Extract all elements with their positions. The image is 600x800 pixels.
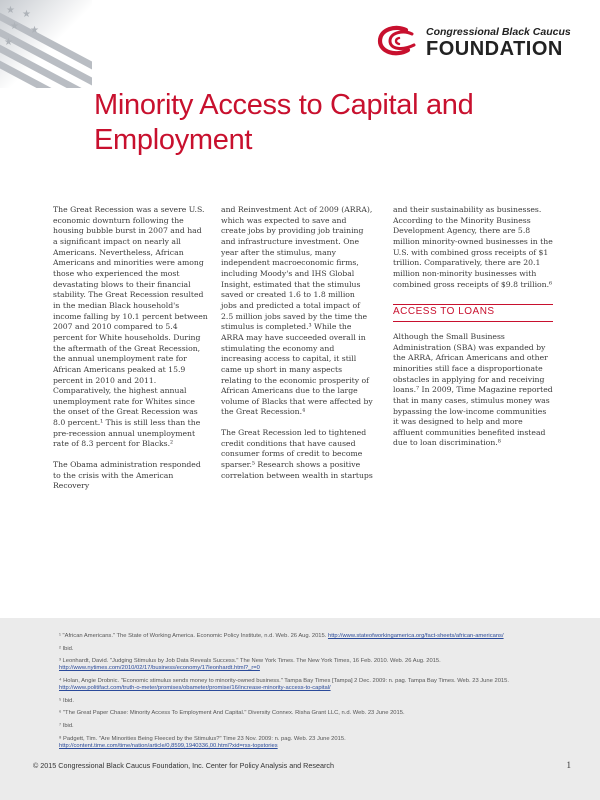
footnote bbox=[56, 710, 576, 717]
footnote bbox=[56, 678, 576, 692]
footnote-text: ⁸ Padgett, Tim. "Are Minorities Being Fleeced by the Stimulus?" Time 23 Nov. 2009: n. pag. Web. 23 June 2015. bbox=[59, 735, 346, 742]
footnote-text: ⁵ Ibid. bbox=[59, 697, 74, 704]
logo-foundation: FOUNDATION bbox=[426, 38, 563, 60]
footnotes-panel bbox=[0, 618, 600, 800]
footnote-link[interactable]: http://www.nytimes.com/2010/02/17/business/economy/17leonhardt.html?_r=0 bbox=[59, 665, 260, 672]
cbcf-swoosh-icon bbox=[376, 25, 420, 57]
body-paragraph: and their sustainability as businesses. According to the Minority Business Development Agency, there are 5.8 million minority-owned businesses in the U.S. with combined gross receipts of $1 trillion. Comparatively, there are 20.1 million non-minority businesses with combined gross receipts of $9.8 trillion.⁶ bbox=[393, 205, 553, 289]
footnote-text: ¹ "African Americans." The State of Working America. Economic Policy Institute, n.d. Web. 26 Aug. 2015. bbox=[59, 633, 328, 639]
footnote bbox=[56, 658, 576, 672]
body-paragraph: The Great Recession led to tightened credit conditions that have caused consumer forms of credit to become sparser.⁵ Research shows a positive correlation between wealth in startups bbox=[221, 428, 373, 480]
text-column-2 bbox=[221, 205, 373, 491]
flag-decoration: ★ ★ ★ ★ ★ bbox=[0, 0, 92, 88]
logo-org-name: Congressional Black Caucus bbox=[426, 26, 571, 38]
footnote-list bbox=[56, 633, 576, 755]
cbcf-logo bbox=[374, 22, 574, 84]
body-paragraph: and Reinvestment Act of 2009 (ARRA), which was expected to save and create jobs by providing job training and infrastructure investment. One year after the stimulus, many independent macroeconomic firms, including Moody's and IHS Global Insight, estimated that the stimulus saved or created 1.6 to 1.8 million jobs and predicted a total impact of 2.5 million jobs saved by the time the stimulus is completed.³ While the ARRA may have succeeded overall in stimulating the economy and increasing access to capital, it still came up short in many aspects relating to the economic prosperity of African Americans due to the large volume of Blacks that were affected by the Great Recession.⁴ bbox=[221, 205, 373, 417]
text-column-1 bbox=[53, 205, 208, 502]
copyright-notice: © 2015 Congressional Black Caucus Foundation, Inc. Center for Policy Analysis and Research bbox=[33, 761, 334, 770]
footnote-link[interactable]: http://www.politifact.com/truth-o-meter/promises/obameter/promise/16/increase-minority-access-to-capital/ bbox=[59, 685, 331, 692]
footnote bbox=[56, 646, 576, 653]
footnote-link[interactable]: http://www.stateofworkingamerica.org/fact-sheets/african-americans/ bbox=[327, 633, 504, 639]
footnote-text: ⁴ Holan, Angie Drobnic. "Economic stimulus sends money to minority-owned business." Tampa Bay Times [Tampa] 2 Dec. 2009: n. pag. Tampa Bay Times. Web. 23 June 2015. bbox=[59, 677, 509, 684]
footnote-text: ² Ibid. bbox=[59, 645, 74, 652]
footnote bbox=[56, 633, 576, 640]
footnote bbox=[56, 723, 576, 730]
text-column-3 bbox=[393, 205, 553, 459]
footnote-link[interactable]: http://content.time.com/time/nation/article/0,8599,1940336,00.html?xid=rss-topstories bbox=[59, 742, 278, 749]
page-number: 1 bbox=[566, 760, 571, 770]
section-heading-access-to-loans: ACCESS TO LOANS bbox=[393, 304, 553, 322]
footnote-text: ³ Leonhardt, David. "Judging Stimulus by Job Data Reveals Success." The New York Times. The New York Times, 16 Feb. 2010. Web. 26 Aug. 2015. bbox=[59, 658, 441, 665]
footnote bbox=[56, 698, 576, 705]
footnote-text: ⁷ Ibid. bbox=[59, 722, 74, 729]
footnote bbox=[56, 736, 576, 750]
body-paragraph: The Great Recession was a severe U.S. economic downturn following the housing bubble burst in 2007 and had a significant impact on nearly all Americans. Nevertheless, African Americans and minorities were among those who experienced the most devastating blows to their financial stability. The Great Recession resulted in the median Black household's income falling by 10.1 percent between 2007 and 2010 compared to 5.4 percent for White households. During the aftermath of the Great Recession, the annual unemployment rate for African Americans peaked at 15.9 percent in 2010 and 2011. Comparatively, the highest annual unemployment rate for Whites since the onset of the Great Recession was 8.0 percent.¹ This is still less than the pre-recession annual unemployment rate of 8.3 percent for Blacks.² bbox=[53, 205, 208, 449]
body-paragraph: The Obama administration responded to the crisis with the American Recovery bbox=[53, 460, 201, 491]
footnote-text: ⁶ "The Great Paper Chase: Minority Access To Employment And Capital." Diversity Connex. Risha Grant LLC, n.d. Web. 23 June 2015. bbox=[59, 710, 405, 717]
page-title: Minority Access to Capital and Employment bbox=[94, 89, 474, 156]
body-paragraph: Although the Small Business Administration (SBA) was expanded by the ARRA, African Americans and other minorities still face a disproportionate obstacles in applying for and receiving loans.⁷ In 2009, Time Magazine reported that in many cases, stimulus money was bypassing the low-income communities it was designed to help and more affluent communities benefited instead due to loan discrimination.⁸ bbox=[393, 331, 553, 448]
